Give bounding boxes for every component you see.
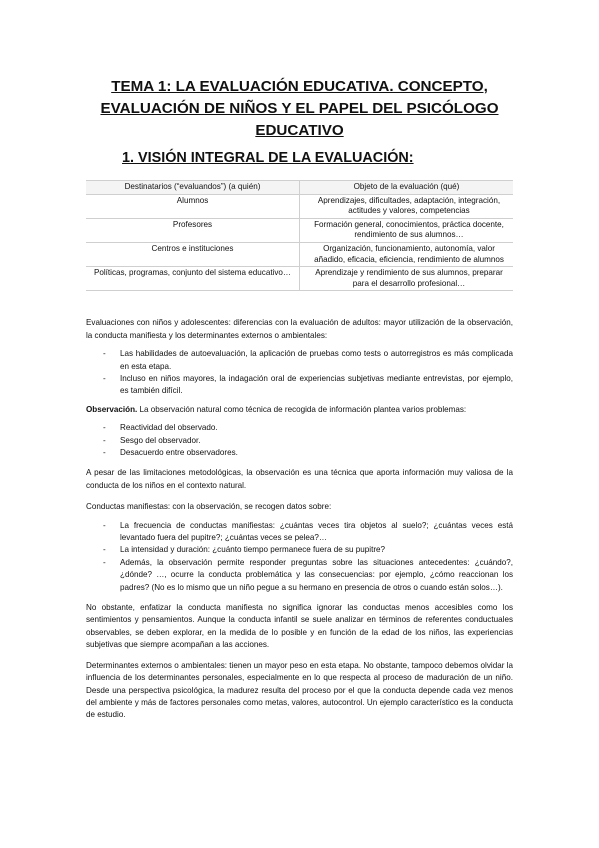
table-cell-what: Aprendizaje y rendimiento de sus alumnos, preparar para el desarrollo profesional… xyxy=(300,267,514,291)
list-item xyxy=(103,447,513,459)
paragraph-manifest-behaviours: Conductas manifiestas: con la observación, se recogen datos sobre: xyxy=(86,502,332,512)
list-children-difficulties xyxy=(86,348,513,398)
dash-bullet: - xyxy=(103,423,106,433)
paragraph-nevertheless: No obstante, enfatizar la conducta manifiesta no significa ignorar las conductas menos accesibles como los sentimientos y pensamientos. Aunque la conducta infantil se suele analizar en términos de referentes conductuales observables, se deben explorar, en la medida de lo posible y en función de la edad de los niños, las experiencias subjetivas que siempre acompañan a las acciones. xyxy=(86,603,513,650)
list-item-text: La frecuencia de conductas manifiestas: ¿cuántas veces tira objetos al suelo?; ¿cuántas veces está levantado fuera del pupitre?; ¿cuántas veces se pelea?… xyxy=(120,520,513,543)
list-item-text: Las habilidades de autoevaluación, la aplicación de pruebas como tests o autorregistros es más complicada en esta etapa. xyxy=(120,349,513,371)
list-manifest-behaviours xyxy=(86,520,513,594)
dash-bullet: - xyxy=(103,557,106,567)
dash-bullet: - xyxy=(103,520,106,530)
table-row xyxy=(86,194,513,218)
list-item-text: Desacuerdo entre observadores. xyxy=(120,448,238,457)
list-item-text: La intensidad y duración: ¿cuánto tiempo permanece fuera de su pupitre? xyxy=(120,545,386,555)
title-line-1: TEMA 1: LA EVALUACIÓN EDUCATIVA. CONCEPTO, xyxy=(111,78,488,95)
paragraph-observation-value: A pesar de las limitaciones metodológicas, la observación es una técnica que aporta información muy valiosa de la conducta de los niños en el contexto natural. xyxy=(86,468,513,490)
dash-bullet: - xyxy=(103,349,106,359)
table-cell-who: Políticas, programas, conjunto del sistema educativo… xyxy=(86,267,300,291)
dash-bullet: - xyxy=(103,435,106,445)
document-title xyxy=(86,0,513,142)
table-row xyxy=(86,242,513,266)
table-cell-what: Aprendizajes, dificultades, adaptación, integración, actitudes y valores, competencias xyxy=(300,194,514,218)
paragraph-observation xyxy=(86,404,513,416)
table-header-what: Objeto de la evaluación (qué) xyxy=(300,181,514,195)
table-cell-what: Formación general, conocimientos, práctica docente, rendimiento de sus alumnos… xyxy=(300,218,514,242)
list-item xyxy=(103,557,513,594)
list-item xyxy=(103,348,513,373)
table-row xyxy=(86,267,513,291)
list-item-text: Además, la observación permite responder preguntas sobre las situaciones antecedentes: ¿cuándo?, ¿dónde? …, ocurre la conducta problemática y las consecuencias: por ejemplo, ¿cómo reaccionan los padres? (No es lo mismo que un niño pegue a su hermano en presencia de otros o cuando están solos…). xyxy=(120,557,513,592)
paragraph-external-determinants: Determinantes externos o ambientales: tienen un mayor peso en esta etapa. No obstante, tampoco debemos olvidar la influencia de los determinantes personales, especialmente en lo que respecta al proceso de maduración de un niño. Desde una perspectiva psicológica, la madurez resulta del proceso por el que la conducta depende cada vez menos del ambiente y más de factores personales como metas, valores, autocontrol. Un ejemplo característico es la conducta de estudio. xyxy=(86,660,513,720)
section-heading-text: VISIÓN INTEGRAL DE LA EVALUACIÓN: xyxy=(138,150,414,166)
list-item xyxy=(103,520,513,545)
observation-text: La observación natural como técnica de recogida de información plantea varios problemas: xyxy=(137,404,467,414)
table-cell-who: Profesores xyxy=(86,218,300,242)
list-item-text: Incluso en niños mayores, la indagación oral de experiencias subjetivas mediante entrevistas, por ejemplo, es también difícil. xyxy=(120,373,513,396)
list-item xyxy=(103,544,513,556)
observation-term: Observación. xyxy=(86,404,138,414)
evaluation-table xyxy=(86,180,513,291)
dash-bullet: - xyxy=(103,448,106,457)
paragraph-children-evaluation: Evaluaciones con niños y adolescentes: diferencias con la evaluación de adultos: mayor utilización de la observación, la conducta manifiesta y los determinantes externos o ambientales: xyxy=(86,318,513,340)
list-item xyxy=(103,373,513,398)
table-row xyxy=(86,218,513,242)
section-number: 1. xyxy=(122,150,135,166)
table-cell-what: Organización, funcionamiento, autonomía, valor añadido, eficacia, eficiencia, rendimiento de alumnos xyxy=(300,242,514,266)
title-line-2: EVALUACIÓN DE NIÑOS Y EL PAPEL DEL PSICÓLOGO xyxy=(100,100,499,117)
list-item xyxy=(103,435,513,447)
table-header-who: Destinatarios (“evaluandos”) (a quién) xyxy=(86,181,300,195)
list-item-text: Reactividad del observado. xyxy=(120,423,218,433)
table-cell-who: Centros e instituciones xyxy=(86,242,300,266)
title-line-3: EDUCATIVO xyxy=(255,122,344,139)
table-cell-who: Alumnos xyxy=(86,194,300,218)
list-observation-problems xyxy=(86,422,513,459)
section-heading xyxy=(122,148,513,168)
list-item xyxy=(103,422,513,434)
dash-bullet: - xyxy=(103,545,106,555)
list-item-text: Sesgo del observador. xyxy=(120,435,201,445)
dash-bullet: - xyxy=(103,373,106,383)
table-header-row xyxy=(86,181,513,195)
